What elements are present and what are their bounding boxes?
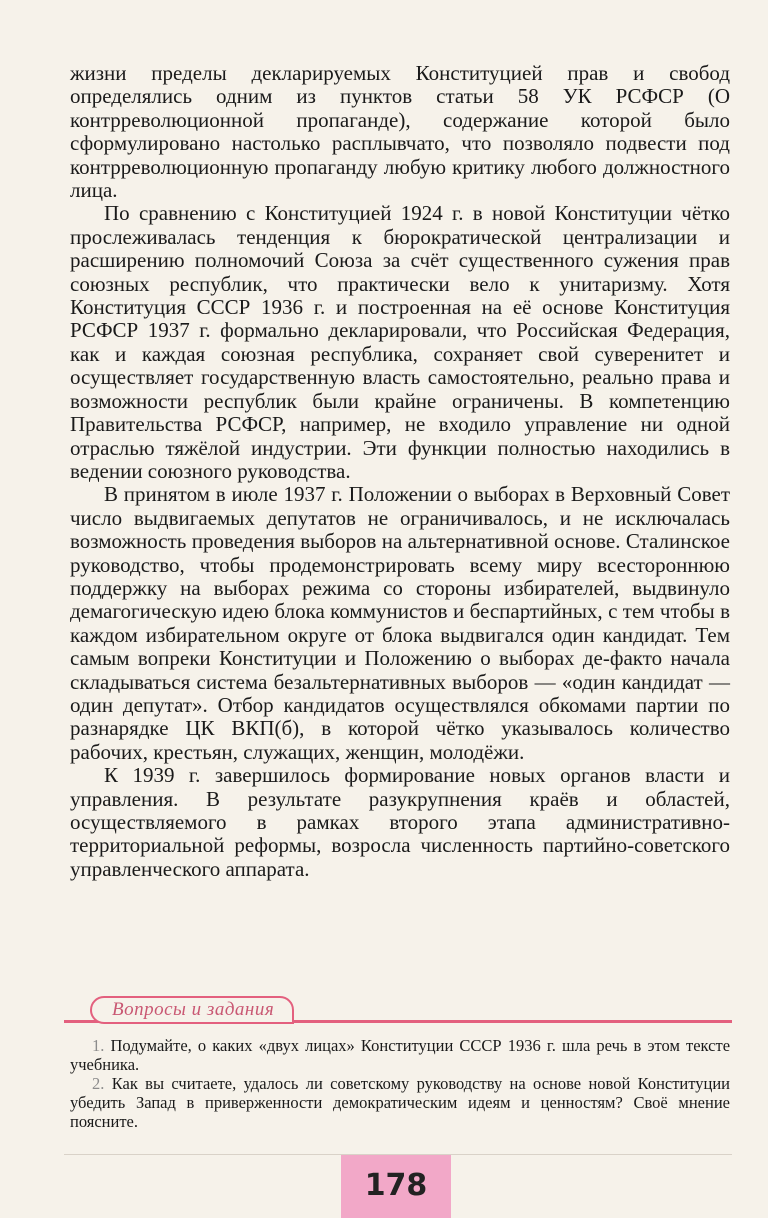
main-text [70, 62, 730, 881]
paragraph-1: жизни пределы декларируемых Конституцией прав и свобод определялись одним из пунктов статьи 58 УК РСФСР (О контрреволюционной пропаганде), содержание которой было сформулировано настолько расплывчато, что позволяло подвести под контрреволюционную пропаганду любую критику любого должностного лица. [70, 61, 730, 203]
question-number: 1. [92, 1036, 105, 1055]
paragraph-2: По сравнению с Конституцией 1924 г. в новой Конституции чётко прослеживалась тенденция к бюрократической централизации и расширению полномочий Союза за счёт существенного сужения прав союзных республик, что практически вело к унитаризму. Хотя Конституция СССР 1936 г. и построенная на её основе Конституция РСФСР 1937 г. формально декларировали, что Российская Федерация, как и каждая союзная республика, сохраняет свой суверенитет и осуществляет государственную власть самостоятельно, реально права и возможности республик были крайне ограничены. В компетенцию Правительства РСФСР, например, не входило управление ни одной отраслью тяжёлой индустрии. Эти функции полностью находились в ведении союзного руководства. [70, 201, 730, 483]
question-item [70, 1036, 730, 1074]
paragraph-4: К 1939 г. завершилось формирование новых органов власти и управления. В результате разукрупнения краёв и областей, осуществляемого в рамках второго этапа административно-территориальной реформы, возросла численность партийно-советского управленческого аппарата. [70, 763, 730, 881]
question-number: 2. [92, 1074, 105, 1093]
question-item [70, 1074, 730, 1131]
page-number: 178 [364, 1168, 428, 1203]
questions-list [70, 1036, 730, 1131]
question-text: Подумайте, о каких «двух лицах» Конституции СССР 1936 г. шла речь в этом тексте учебника. [70, 1036, 731, 1074]
section-title: Вопросы и задания [90, 996, 294, 1024]
question-text: Как вы считаете, удалось ли советскому руководству на основе новой Конституции убедить Запад в приверженности демократическим идеям и ценностям? Своё мнение поясните. [70, 1074, 730, 1131]
page-number-box [341, 1155, 451, 1218]
paragraph-3: В принятом в июле 1937 г. Положении о выборах в Верховный Совет число выдвигаемых депутатов не ограничивалось, и не исключалась возможность проведения выборов на альтернативной основе. Сталинское руководство, чтобы продемонстрировать всему миру всестороннюю поддержку на выборах режима со стороны избирателей, выдвинуло демагогическую идею блока коммунистов и беспартийных, с тем чтобы в каждом избирательном округе от блока выдвигался один кандидат. Тем самым вопреки Конституции и Положению о выборах де-факто начала складываться система безальтернативных выборов — «один кандидат — один депутат». Отбор кандидатов осуществлялся обкомами партии по разнарядке ЦК ВКП(б), в которой чётко указывалось количество рабочих, крестьян, служащих, женщин, молодёжи. [70, 482, 730, 764]
questions-section-header [64, 994, 732, 1024]
